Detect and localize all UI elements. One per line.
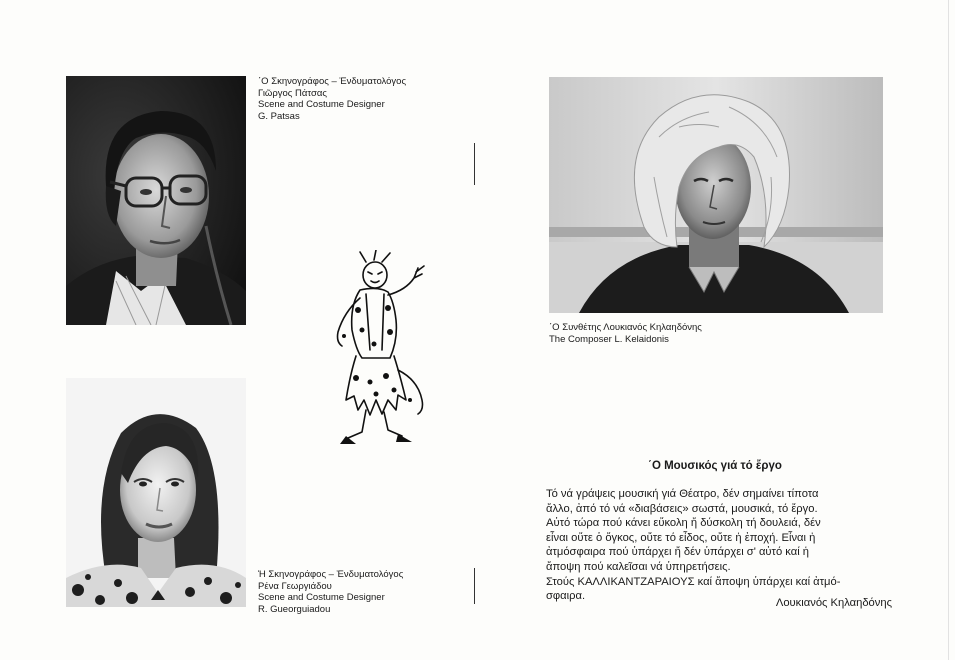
article-line: Αὐτό τώρα πού κάνει εὔκολη ἤ δύσκολη τή δουλειά, δέν (546, 517, 821, 530)
photo-composer (549, 77, 883, 313)
photo-georgiadou (66, 378, 246, 607)
article-title: ΄Ο Μουσικός γιά τό ἔργο (648, 460, 782, 472)
caption-line: Ἡ Σκηνογράφος – Ἐνδυματολόγος (258, 569, 404, 580)
article-line: Στούς ΚΑΛΛΙΚΑΝΤΖΑΡΑΙΟΥΣ καί ἄποψη ὑπάρχει καί ἀτμό- (546, 575, 841, 588)
caption-composer (549, 322, 702, 345)
article-line: ἀτμόσφαιρα πού ὑπάρχει ἤ δέν ὑπάρχει σ' αὐτό καί ἡ (546, 546, 810, 559)
article-line: ἄποψη πού καλεῖσαι νά ὑπηρετήσεις. (546, 560, 731, 573)
article-signature: Λουκιανός Κηλαηδόνης (775, 597, 892, 609)
caption-line: Scene and Costume Designer (258, 592, 385, 603)
caption-line: Scene and Costume Designer (258, 99, 385, 110)
caption-line: Γιῶργος Πάτσας (258, 87, 327, 99)
article-line: Τό νά γράψεις μουσική γιά Θέατρο, δέν σημαίνει τίποτα (546, 488, 819, 500)
costume-sketch (326, 250, 436, 445)
caption-patsas (258, 76, 406, 122)
photo-patsas (66, 76, 246, 325)
fold-mark-bottom (474, 568, 475, 604)
article-line: ἄλλο, ἀπό τό νά «διαβάσεις» σωστά, μουσικά, τό ἔργο. (546, 502, 818, 515)
caption-line: The Composer L. Kelaidonis (549, 333, 669, 345)
caption-line: Ρένα Γεωργιάδου (258, 580, 332, 592)
caption-line: ΄Ο Σκηνογράφος – Ἐνδυματολόγος (258, 76, 407, 87)
caption-line: ΄Ο Συνθέτης Λουκιανός Κηλαηδόνης (549, 322, 702, 333)
page-edge (948, 0, 949, 660)
caption-line: G. Patsas (258, 110, 300, 122)
article-body (546, 487, 892, 604)
fold-mark-top (474, 143, 475, 185)
article-line: εἶναι οὔτε ὁ ὄγκος, οὔτε τό εἶδος, οὔτε ἡ ἐποχή. Εἶναι ἡ (546, 531, 816, 544)
caption-georgiadou (258, 569, 403, 615)
article-line: σφαιρα. (546, 590, 586, 603)
caption-line: R. Gueorguiadou (258, 603, 331, 615)
